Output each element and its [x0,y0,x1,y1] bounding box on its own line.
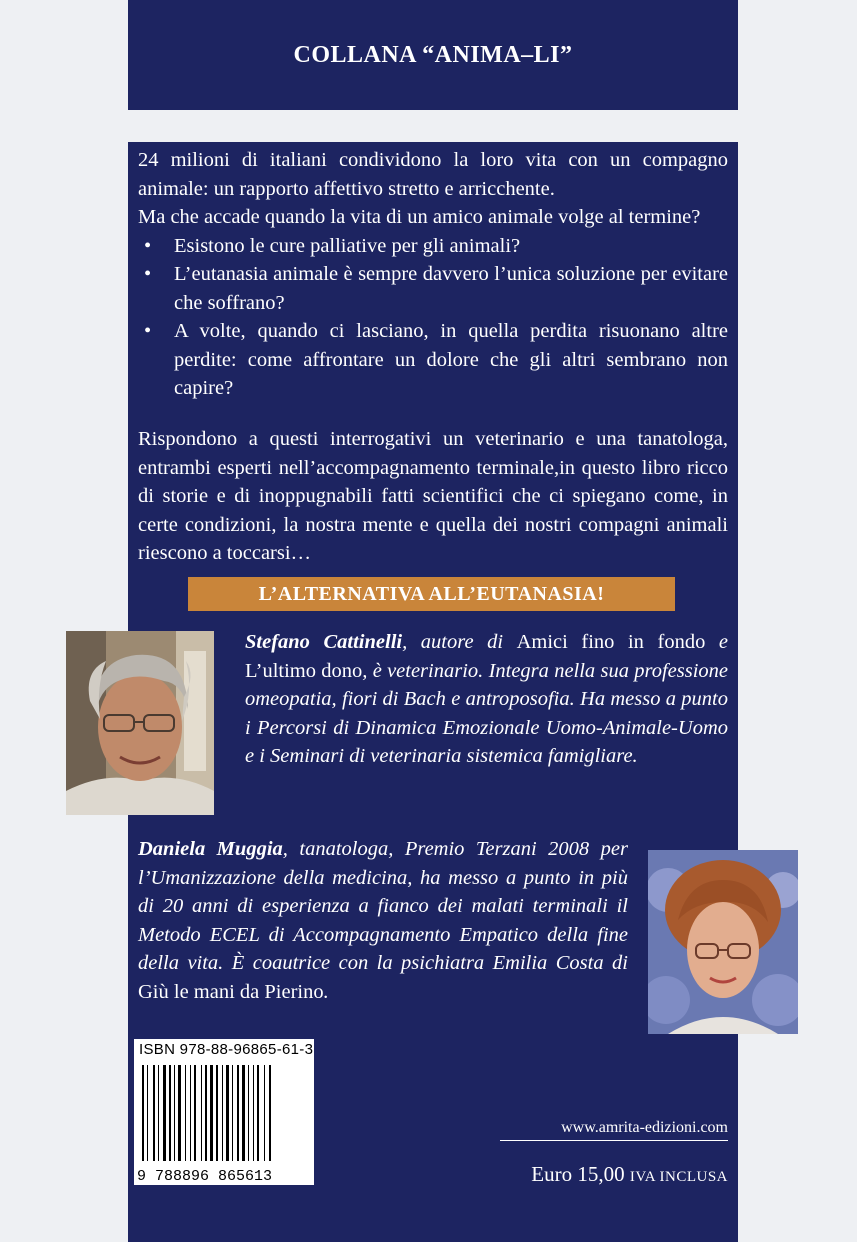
book-title: L’ultimo dono [245,659,363,682]
price-label [470,1162,728,1187]
author-name: Daniela Muggia [138,838,283,860]
intro-question-paragraph: Ma che accade quando la vita di un amico animale volge al termine? [138,206,701,228]
author-photo-stefano [66,631,214,815]
website-underline [500,1140,728,1141]
vat-note: IVA INCLUSA [629,1169,728,1185]
isbn-barcode [134,1039,314,1185]
series-title: COLLANA “ANIMA–LI” [293,42,573,68]
tagline-banner: L’ALTERNATIVA ALL’EUTANASIA! [188,577,675,611]
list-item: • Esistono le cure palliative per gli animali? [138,232,728,261]
author-bio-daniela: Daniela Muggia, tanatologa, Premio Terzani 2008 per l’Umanizzazione della medicina, ha messo a punto in più di 20 anni di esperienza a fianco dei malati terminali il Metodo ECEL di Accompagnamento Empatico della fine della vita. È coautrice con la psichiatra Emilia Costa di Giù le mani da Pierino. [138,838,628,1003]
answer-paragraph: Rispondono a questi interrogativi un veterinario e una tanatologa, entrambi esperti nell’accompagnamento terminale,in questo libro ricco di storie e di inoppugnabili fatti scientifici che ci spiegano come, in certe condizioni, la nostra mente e quella dei nostri compagni animali riescono a toccarsi… [138,428,728,564]
price-value: Euro 15,00 [531,1162,625,1186]
publisher-website-link[interactable]: www.amrita-edizioni.com [561,1119,728,1136]
author-name: Stefano Cattinelli [245,631,403,653]
list-item: • L’eutanasia animale è sempre davvero l’unica soluzione per evitare che soffrano? [138,260,728,317]
book-title: Amici fino in fondo [516,631,706,653]
list-item: • A volte, quando ci lasciano, in quella perdita risuonano altre perdite: come affrontare un dolore che gli altri sembrano non capire? [138,317,728,403]
question-list [138,232,728,403]
intro-paragraph: 24 milioni di italiani condividono la loro vita con un compagno animale: un rapporto affettivo stretto e arricchente. [138,149,728,200]
intro-text [138,146,728,403]
barcode-graphic [134,1039,314,1185]
author-photo-daniela [648,850,798,1034]
barcode-digits: 9 788896 865613 [137,1168,273,1185]
isbn-label: ISBN 978-88-96865-61-3 [139,1041,314,1058]
book-title: Giù le mani da Pierino [138,980,324,1003]
author-bio-stefano: Stefano Cattinelli, autore di Amici fino in fondo e L’ultimo dono, è veterinario. Integra nella sua professione omeopatia, fiori di Bach e antroposofia. Ha messo a punto i Percorsi di Dinamica Emozionale Uomo-Animale-Uomo e i Seminari di veterinaria sistemica famigliare. [245,631,728,767]
